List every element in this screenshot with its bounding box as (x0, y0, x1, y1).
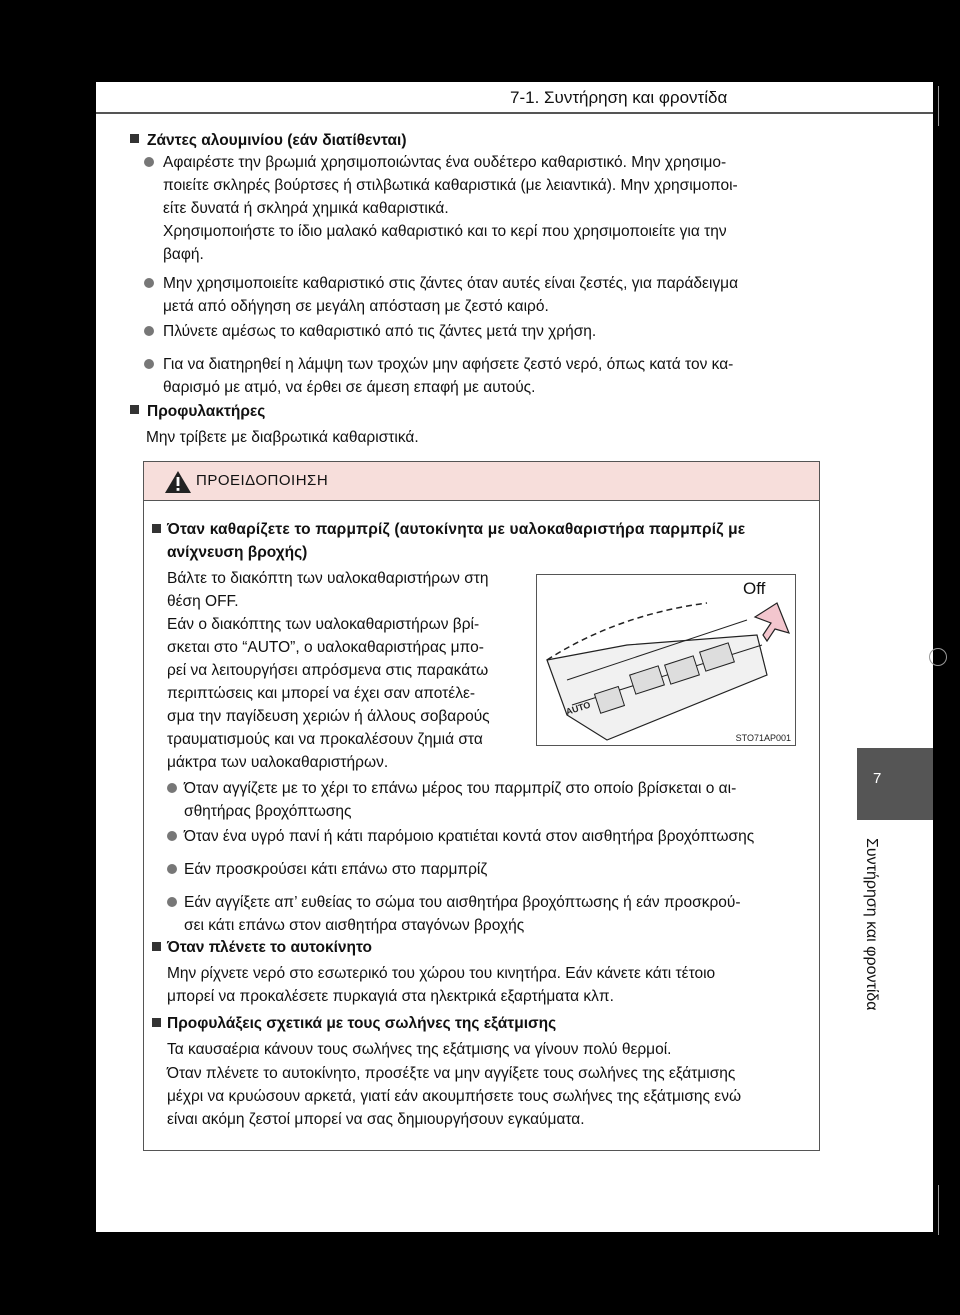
line: είναι ακόμη ζεστοί μπορεί να σας δημιουργήσουν εγκαύματα. (167, 1111, 585, 1128)
line: είτε δυνατά ή σκληρά χημικά καθαριστικά. (163, 200, 449, 217)
warning-subtitle (152, 1012, 812, 1035)
subtitle-text: Προφυλάξεις σχετικά με τους σωλήνες της εξάτμισης (167, 1015, 557, 1032)
line: Για να διατηρηθεί η λάμψη των τροχών μην αφήσετε ζεστό νερό, όπως κατά τον κα- (163, 356, 734, 373)
warning-list-item (184, 858, 814, 881)
line: Εάν προσκρούσει κάτι επάνω στο παρμπρίζ (184, 861, 488, 878)
warning-list-item (184, 891, 814, 937)
header-rule (96, 112, 933, 114)
warning-list-item (184, 777, 814, 823)
bullet-dot-icon (144, 359, 154, 369)
line: τραυματισμούς και να προκαλέσουν ζημιά στα (167, 731, 483, 748)
line: Όταν καθαρίζετε το παρμπρίζ (αυτοκίνητα με υαλοκαθαριστήρα παρμπρίζ με (167, 521, 746, 538)
bullet-dot-icon (144, 278, 154, 288)
warning-subtitle (152, 936, 812, 959)
line: θαρισμό με ατμό, να έρθει σε άμεση επαφή με αυτούς. (163, 379, 536, 396)
line: θέση OFF. (167, 593, 239, 610)
section-title (130, 400, 265, 423)
subtitle-text: Όταν πλένετε το αυτοκίνητο (167, 939, 372, 956)
line: Όταν αγγίζετε με το χέρι το επάνω μέρος του παρμπρίζ στο οποίο βρίσκεται ο αι- (184, 780, 737, 797)
warning-paragraph: Τα καυσαέρια κάνουν τους σωλήνες της εξάτμισης να γίνουν πολύ θερμοί. (167, 1041, 672, 1058)
warning-subtitle (152, 518, 812, 564)
line: Όταν πλένετε το αυτοκίνητο, προσέξτε να μην αγγίξετε τους σωλήνες της εξάτμισης (167, 1065, 736, 1082)
square-bullet-icon (130, 405, 139, 414)
warning-paragraph (167, 567, 522, 774)
wiper-lever-illustration (537, 575, 795, 745)
warning-triangle-icon (164, 470, 192, 494)
section-title (130, 129, 407, 152)
section-header: 7-1. Συντήρηση και φροντίδα (510, 88, 728, 107)
bullet-dot-icon (167, 897, 177, 907)
square-bullet-icon (152, 524, 161, 533)
list-item (163, 272, 823, 318)
line: Εάν ο διακόπτης των υαλοκαθαριστήρων βρί- (167, 616, 480, 633)
line: μετά από οδήγηση σε μεγάλη απόσταση με ζεστό καιρό. (163, 298, 549, 315)
list-item (163, 151, 823, 266)
line: Μην χρησιμοποιείτε καθαριστικό στις ζάντες όταν αυτές είναι ζεστές, για παράδειγμα (163, 275, 739, 292)
chapter-label-text: Συντήρηση και φροντίδα (863, 838, 880, 1011)
line: Πλύνετε αμέσως το καθαριστικό από τις ζάντες μετά την χρήση. (163, 323, 597, 340)
square-bullet-icon (152, 1018, 161, 1027)
off-label: Off (743, 579, 766, 598)
warning-list-item (184, 825, 814, 848)
chapter-tab (857, 748, 933, 820)
line: Αφαιρέστε την βρωμιά χρησιμοποιώντας ένα ουδέτερο καθαριστικό. Μην χρησιμο- (163, 154, 727, 171)
line: μέχρι να κρυώσουν αρκετά, γιατί εάν ακουμπήσετε τους σωλήνες της εξάτμισης ενώ (167, 1088, 742, 1105)
bullet-dot-icon (167, 831, 177, 841)
chapter-label (862, 838, 882, 1058)
line: Βάλτε το διακόπτη των υαλοκαθαριστήρων στη (167, 570, 489, 587)
crop-mark (938, 1185, 939, 1235)
square-bullet-icon (130, 134, 139, 143)
warning-paragraph (167, 962, 807, 1008)
line: ποιείτε σκληρές βούρτσες ή στιλβωτικά καθαριστικά (με λειαντικά). Μην χρησιμοποι- (163, 177, 738, 194)
warning-header (144, 462, 819, 501)
square-bullet-icon (152, 942, 161, 951)
section-title-text: Προφυλακτήρες (147, 403, 266, 420)
subtitle-text (167, 518, 812, 564)
line: περιπτώσεις και μπορεί να έχει σαν αποτέλε- (167, 685, 476, 702)
figure-code: STO71AP001 (735, 733, 791, 743)
line: ανίχνευση βροχής) (167, 544, 308, 561)
chapter-number: 7 (873, 770, 882, 787)
line: Χρησιμοποιήστε το ίδιο μαλακό καθαριστικό και το κερί που χρησιμοποιείτε για την (163, 223, 727, 240)
line: μπορεί να προκαλέσετε πυρκαγιά στα ηλεκτρικά εξαρτήματα κλπ. (167, 988, 614, 1005)
warning-paragraph (167, 1062, 807, 1131)
crop-mark (938, 86, 939, 126)
auto-label: AUTO (564, 699, 592, 717)
section-title-text: Ζάντες αλουμινίου (εάν διατίθενται) (147, 132, 407, 149)
bullet-dot-icon (167, 864, 177, 874)
line: ρεί να λειτουργήσει απρόσμενα στις παρακάτω (167, 662, 489, 679)
line: σθητήρας βροχόπτωσης (184, 803, 352, 820)
registration-mark (929, 648, 947, 666)
section-text: Μην τρίβετε με διαβρωτικά καθαριστικά. (146, 429, 419, 446)
line: Εάν αγγίξετε απ’ ευθείας το σώμα του αισθητήρα βροχόπτωσης ή εάν προσκρού- (184, 894, 741, 911)
line: Όταν ένα υγρό πανί ή κάτι παρόμοιο κρατιέται κοντά στον αισθητήρα βροχόπτωσης (184, 828, 755, 845)
wiper-switch-figure (536, 574, 796, 746)
line: μάκτρα των υαλοκαθαριστήρων. (167, 754, 389, 771)
line: σει κάτι επάνω στον αισθητήρα σταγόνων βροχής (184, 917, 525, 934)
line: Μην ρίχνετε νερό στο εσωτερικό του χώρου του κινητήρα. Εάν κάνετε κάτι τέτοιο (167, 965, 716, 982)
line: σμα την παγίδευση χεριών ή άλλους σοβαρούς (167, 708, 490, 725)
bullet-dot-icon (144, 326, 154, 336)
bullet-dot-icon (167, 783, 177, 793)
warning-heading: ΠΡΟΕΙΔΟΠΟΙΗΣΗ (196, 472, 329, 489)
list-item (163, 353, 823, 399)
bullet-dot-icon (144, 157, 154, 167)
line: σκεται στο “AUTO”, ο υαλοκαθαριστήρας μπο- (167, 639, 484, 656)
line: βαφή. (163, 246, 204, 263)
list-item (163, 320, 823, 343)
